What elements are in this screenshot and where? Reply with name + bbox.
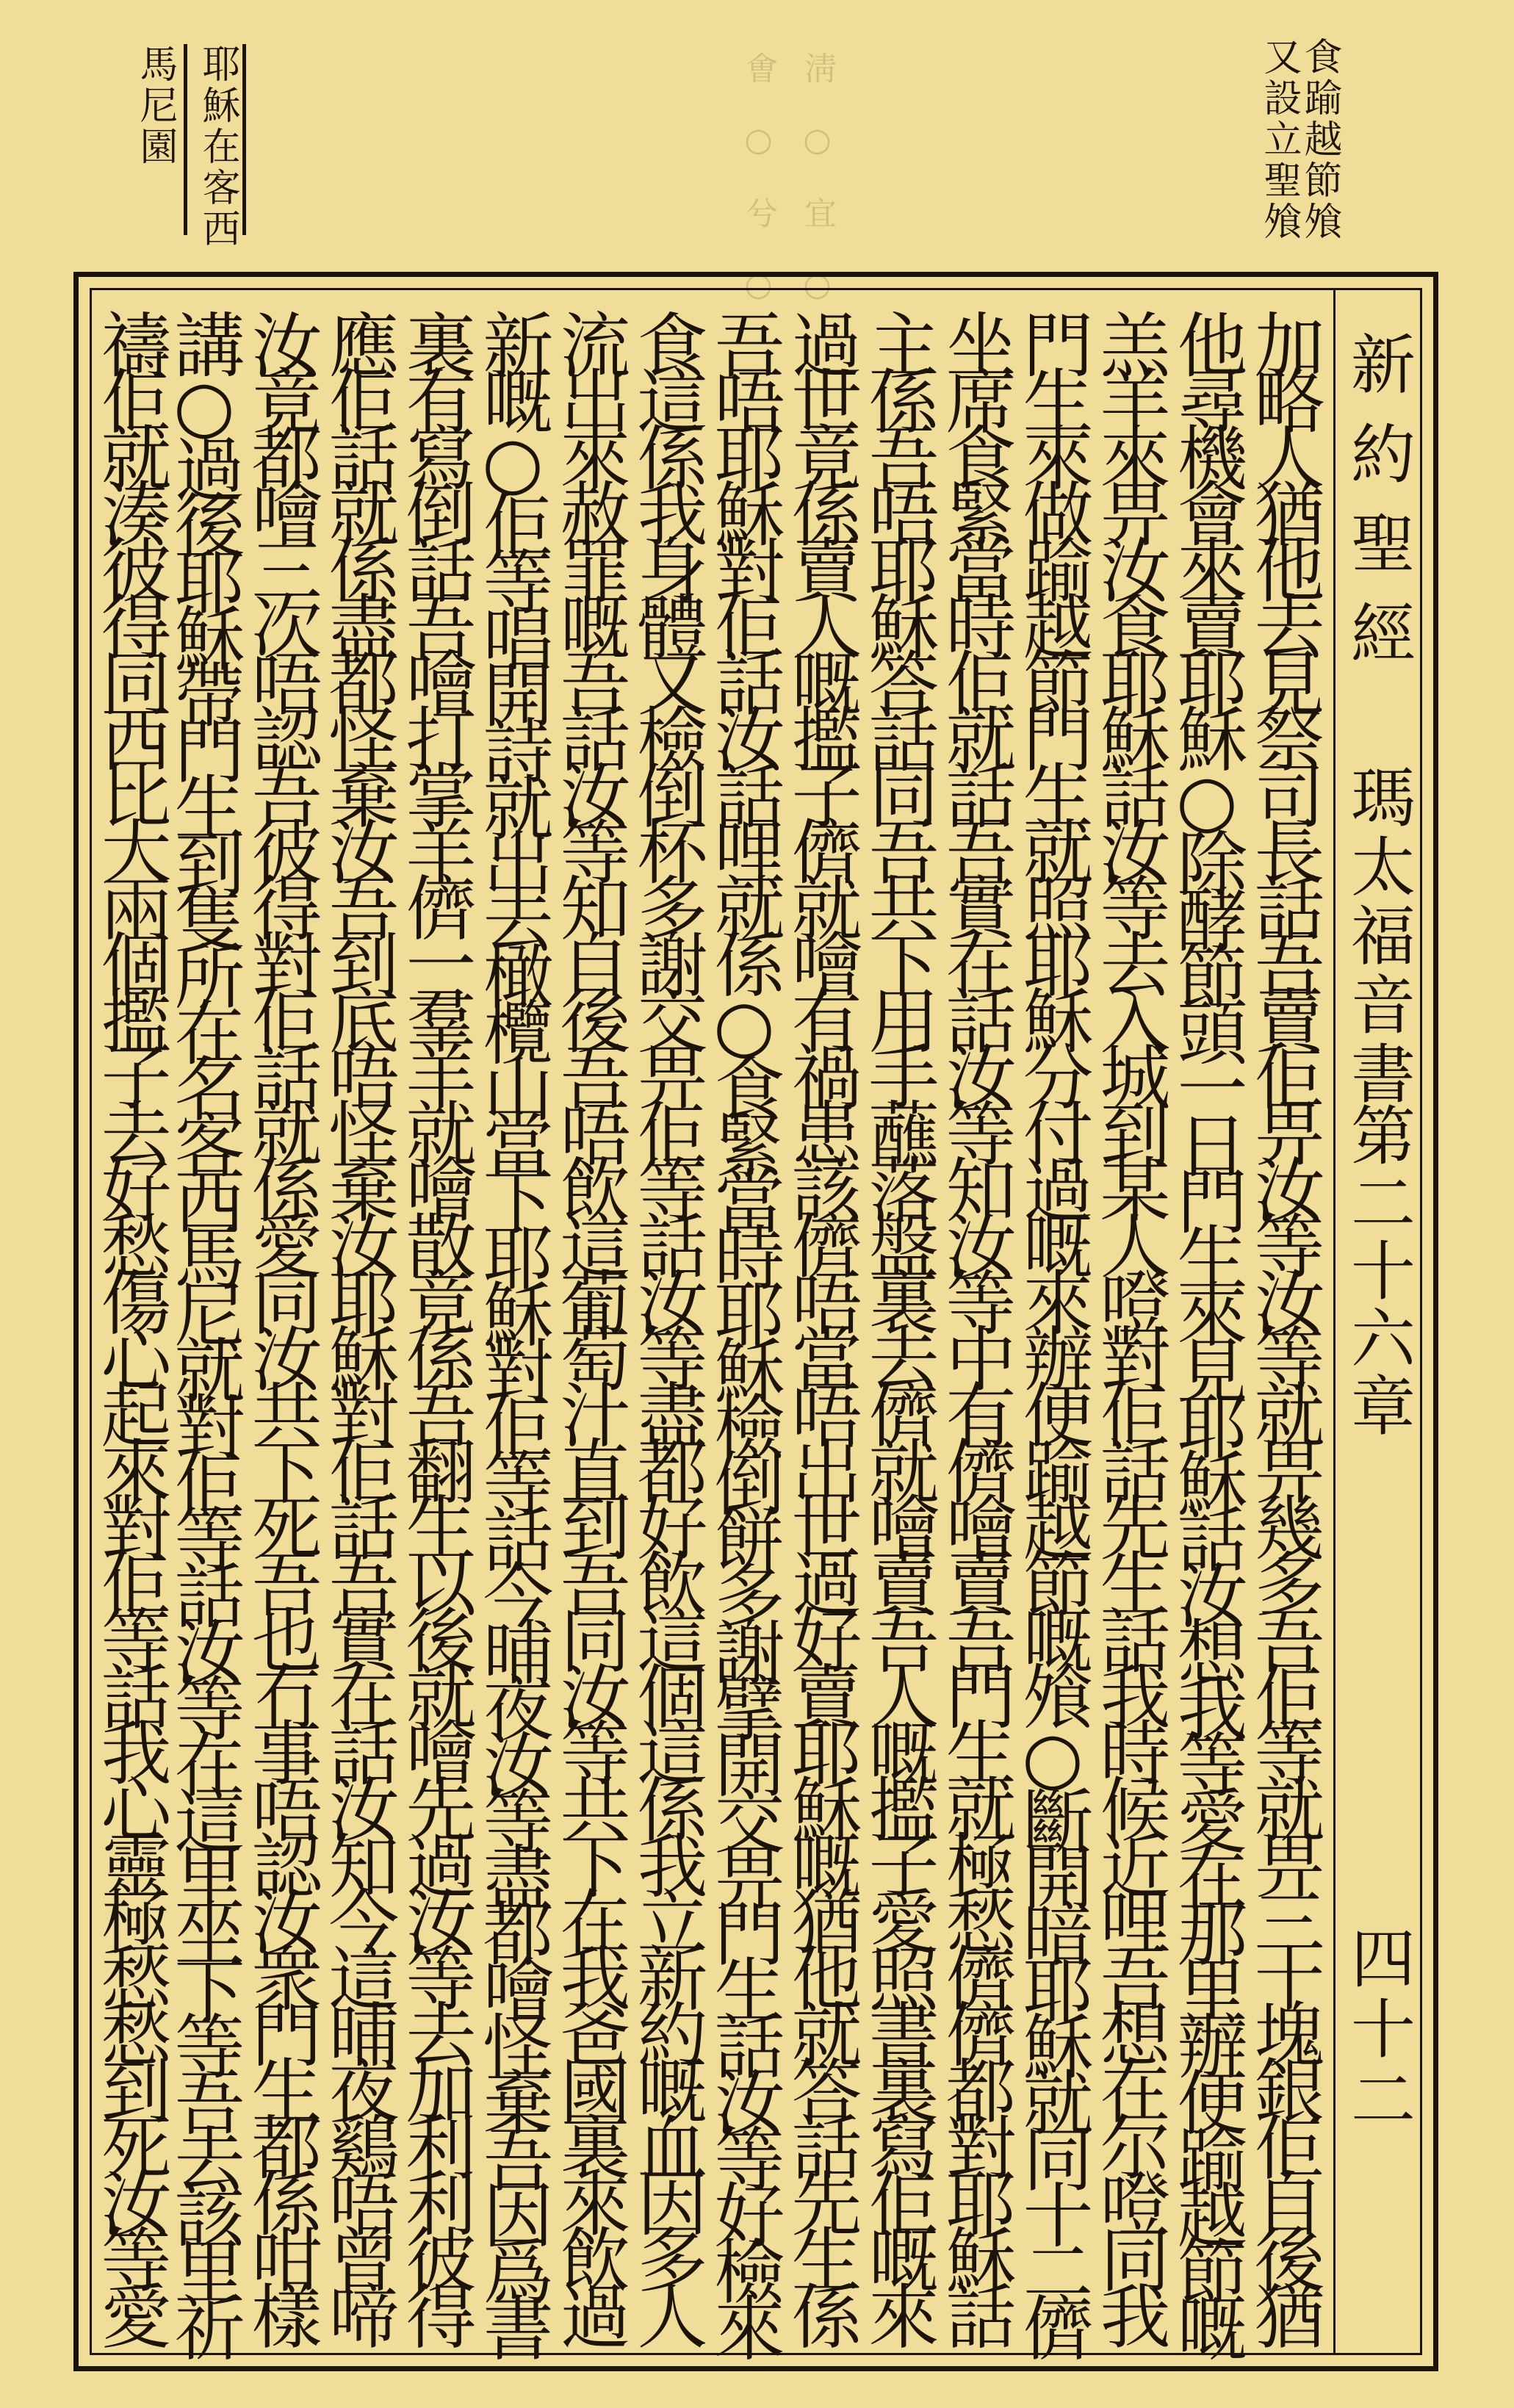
text-column: 汝竟都噲三次唔認吾彼得對佢話就係愛同汝共下死吾也冇事唔認汝衆門生都係咁樣: [240, 309, 322, 2337]
text-column: 裏有寫倒話吾噲打掌羊儕一羣羊就噲散竟係吾翻生以後就噲先過汝等去加利利彼得: [394, 309, 477, 2337]
margin-note-right-2: 又設立聖飧: [1257, 37, 1301, 242]
bleed-through-text: 淸 ○ 宜 ○: [799, 51, 836, 303]
margin-note-left: 耶穌在客西: [195, 44, 239, 250]
text-column: 講○過後耶穌帶門生到隻所在名客西馬尼就對佢等話汝等在這里坐下等吾去該里祈: [163, 309, 245, 2348]
bleed-through-text: 㑹 ○ 兮 ○: [740, 51, 777, 303]
text-column: 過世竟係賣人嘅㩜子儕就噲有禍患該儕唔當唔出世過好賣耶穌嘅猶他就答話先生係: [780, 309, 862, 2337]
header-book-title: 新約聖經: [1341, 331, 1416, 689]
header-chapter: 第二十六章: [1341, 1102, 1416, 1440]
text-column: 門生來做踰越節門生就照耶穌分付過嘅來辦便踰越節嘅飧○斷開暗耶穌就同十二儕: [1012, 309, 1094, 2348]
text-column: 流出來赦罪嘅吾話汝等知自後吾唔飲這葡萄汁直到吾同汝等共下在我爸國裏來飲過: [549, 309, 631, 2337]
margin-note-rule: [242, 44, 246, 235]
header-page-number: 四十二: [1341, 1925, 1416, 2136]
text-column: 他尋機會來賣耶穌○除酵節頭一日門生來見耶穌話汝想我等愛在那里辦便踰越節嘅: [1166, 309, 1248, 2348]
text-column: 應佢話就係盡都怪棄汝吾到底唔怪棄汝耶穌對佢話吾實在話汝知今這晡夜鷄唔曾啼: [317, 309, 400, 2337]
text-column: 食這係我身體又檢倒杯多謝交畀佢等話汝等盡都好飲這個這係我立新約嘅血因多人: [626, 309, 708, 2337]
text-column: 坐席食緊當時佢就話吾實在話汝等知汝等中有儕噲賣吾門生就極愁儕儕都對耶穌話: [934, 309, 1017, 2337]
text-column: 羔羊來畀汝食耶穌話汝等去入城到某人噔對佢話先生話我時候近哩吾想在尔噔同我: [1089, 309, 1171, 2337]
margin-note-right: 食踰越節飧: [1297, 37, 1341, 242]
margin-note-left-2: 馬尼園: [133, 44, 177, 167]
header-rule: [1333, 288, 1335, 2355]
text-column: 新嘅○佢等唱開詩就出去橄欖山當下耶穌對佢等話今晡夜汝等盡都噲怪棄吾因爲書: [472, 309, 554, 2348]
margin-note-rule: [184, 44, 187, 235]
text-column: 禱佢就湊彼得同西比大兩個㩜子去好愁傷心起來對佢等話我心靈極愁愁到死汝等愛: [90, 309, 172, 2337]
text-column: 加略人猶他去見祭司長話吾賣佢畀汝等汝等就畀幾多吾佢等就畀三十塊銀佢自後猶: [1243, 309, 1325, 2337]
header-gospel-title: 瑪太福音書: [1341, 764, 1416, 1109]
text-column: 吾唔耶穌對佢話汝話哩就係○食緊當時耶穌檢倒餅多謝擘開交畀門生話汝等好檢來: [703, 309, 785, 2348]
text-column: 主係吾唔耶穌答話同吾共下用手蘸落盤裏去儕就噲賣吾人嘅㩜子愛照書裏寫佢嘅來: [857, 309, 940, 2337]
